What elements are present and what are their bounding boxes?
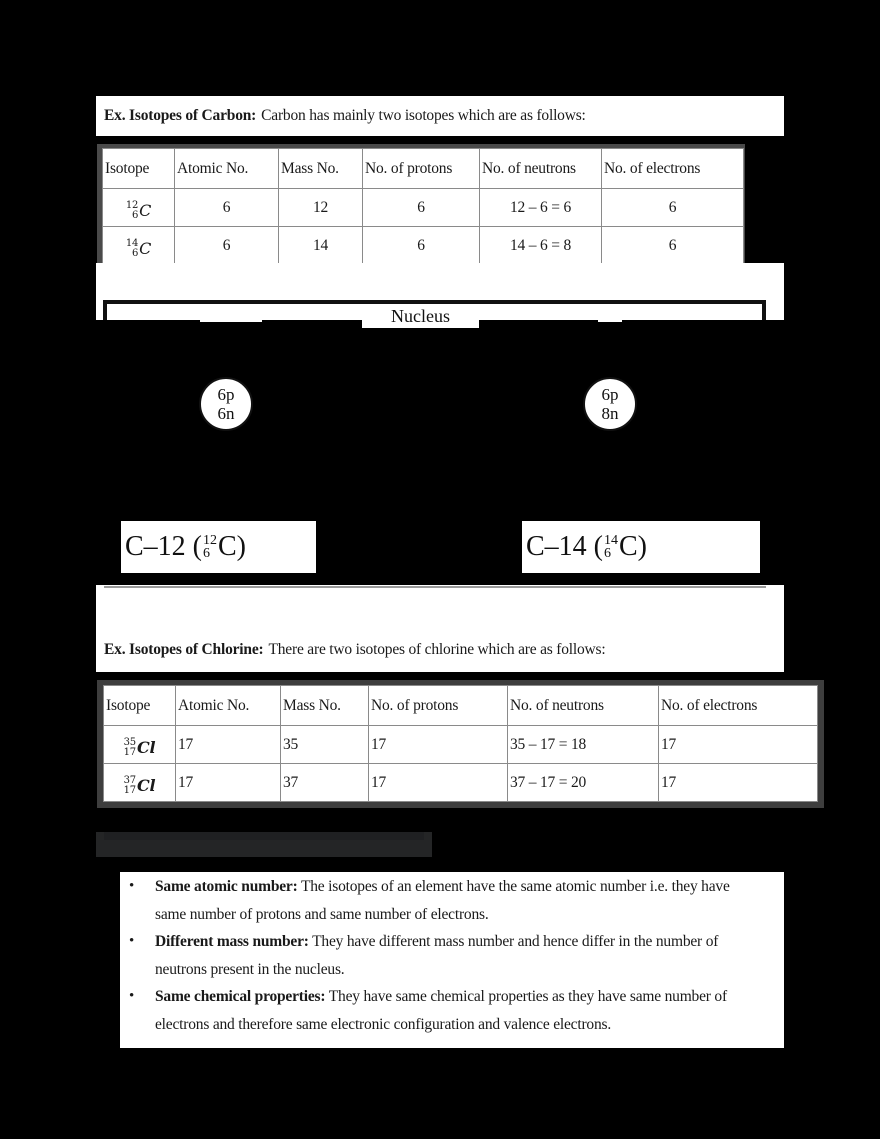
mass-number: 35: [123, 736, 136, 748]
table-header-row: [103, 149, 744, 189]
property-text: They have different mass number and hence differ in the number of neutrons present in the nucleus.: [155, 933, 719, 978]
atomic-number: 6: [203, 546, 210, 561]
header-isotope: Isotope: [104, 686, 176, 726]
header-atomic-no: Atomic No.: [175, 149, 279, 189]
diagram-frame-right: [762, 300, 766, 320]
element-symbol: Cl: [136, 738, 156, 757]
isotope-cell: [104, 726, 176, 764]
atomic-no-cell: 17: [176, 726, 281, 764]
atomic-number: 6: [131, 209, 139, 221]
diagram-frame-left: [103, 300, 107, 320]
atomic-number: 6: [131, 247, 139, 259]
isotope-symbol: [124, 738, 156, 758]
mass-number: 12: [203, 533, 217, 548]
isotope-properties: [120, 872, 784, 1048]
neutrons-cell: 12 – 6 = 6: [480, 189, 602, 227]
isotope-cell: [104, 764, 176, 802]
element-symbol: C: [139, 201, 152, 220]
element-symbol: C): [218, 531, 246, 562]
electrons-cell: 17: [659, 764, 818, 802]
property-label: Same chemical properties:: [155, 988, 326, 1005]
carbon-12-label: [121, 521, 316, 573]
header-mass-no: Mass No.: [281, 686, 369, 726]
neutron-count: 8n: [601, 404, 619, 423]
carbon-isotope-table: [102, 148, 744, 265]
chlorine-intro: [96, 628, 784, 672]
atomic-no-cell: 6: [175, 189, 279, 227]
isotope-name: C–12 (: [125, 531, 202, 562]
chlorine-intro-label: Ex. Isotopes of Chlorine:: [104, 641, 264, 658]
properties-list: [120, 872, 784, 1038]
isotope-symbol: [124, 776, 156, 796]
protons-cell: 6: [363, 189, 480, 227]
table-row: [103, 189, 744, 227]
neutrons-cell: 35 – 17 = 18: [508, 726, 659, 764]
mass-no-cell: 14: [279, 227, 363, 265]
list-item: [120, 928, 784, 983]
element-symbol: Cl: [136, 776, 156, 795]
chlorine-intro-text: There are two isotopes of chlorine which are as follows:: [268, 641, 606, 658]
atomic-number: 6: [604, 546, 611, 561]
table-row: [104, 726, 818, 764]
protons-cell: 6: [363, 227, 480, 265]
electron-orbit-right: [598, 316, 622, 322]
list-item: [120, 873, 784, 928]
property-label: Different mass number:: [155, 933, 309, 950]
header-electrons: No. of electrons: [659, 686, 818, 726]
carbon-14-label: [522, 521, 760, 573]
carbon-12-nucleus: [199, 377, 253, 431]
header-neutrons: No. of neutrons: [480, 149, 602, 189]
proton-count: 6p: [601, 385, 619, 404]
carbon-14-nucleus: [583, 377, 637, 431]
mass-no-cell: 37: [281, 764, 369, 802]
electron-orbit-left: [200, 316, 262, 322]
header-atomic-no: Atomic No.: [176, 686, 281, 726]
electrons-cell: 6: [602, 189, 744, 227]
property-text: The isotopes of an element have the same atomic number i.e. they have same number of protons and same number of electrons.: [155, 878, 730, 923]
diagram-frame-bottom: [104, 586, 766, 588]
isotope-symbol: [126, 239, 151, 259]
atomic-no-cell: 6: [175, 227, 279, 265]
isotope-cell: [103, 227, 175, 265]
carbon-intro-text: Carbon has mainly two isotopes which are as follows:: [261, 107, 586, 124]
property-text: They have same chemical properties as they have same number of electrons and therefore same electronic configuration and valence electrons.: [155, 988, 727, 1033]
header-neutrons: No. of neutrons: [508, 686, 659, 726]
header-protons: No. of protons: [369, 686, 508, 726]
isotope-cell: [103, 189, 175, 227]
table-row: [104, 764, 818, 802]
table-row: [103, 227, 744, 265]
electrons-cell: 17: [659, 726, 818, 764]
neutrons-cell: 14 – 6 = 8: [480, 227, 602, 265]
mass-no-cell: 35: [281, 726, 369, 764]
atomic-no-cell: 17: [176, 764, 281, 802]
electrons-cell: 6: [602, 227, 744, 265]
atomic-number: 17: [123, 784, 136, 796]
nucleus-label: Nucleus: [362, 304, 479, 328]
carbon-intro: [96, 96, 784, 136]
header-protons: No. of protons: [363, 149, 480, 189]
atomic-number: 17: [123, 746, 136, 758]
element-symbol: C: [139, 239, 152, 258]
header-isotope: Isotope: [103, 149, 175, 189]
neutrons-cell: 37 – 17 = 20: [508, 764, 659, 802]
carbon-intro-label: Ex. Isotopes of Carbon:: [104, 107, 257, 124]
mass-number: 37: [123, 774, 136, 786]
table-header-row: [104, 686, 818, 726]
isotope-name: C–14 (: [526, 531, 603, 562]
neutron-count: 6n: [217, 404, 235, 423]
mass-number: 12: [125, 199, 139, 211]
mass-number: 14: [125, 237, 139, 249]
list-item: [120, 983, 784, 1038]
chlorine-isotope-table: [103, 685, 818, 802]
mass-no-cell: 12: [279, 189, 363, 227]
proton-count: 6p: [217, 385, 235, 404]
mass-number: 14: [604, 533, 618, 548]
isotope-symbol: [126, 201, 151, 221]
header-electrons: No. of electrons: [602, 149, 744, 189]
redacted-heading-bar-top: [104, 832, 424, 840]
protons-cell: 17: [369, 726, 508, 764]
element-symbol: C): [619, 531, 647, 562]
protons-cell: 17: [369, 764, 508, 802]
header-mass-no: Mass No.: [279, 149, 363, 189]
property-label: Same atomic number:: [155, 878, 298, 895]
